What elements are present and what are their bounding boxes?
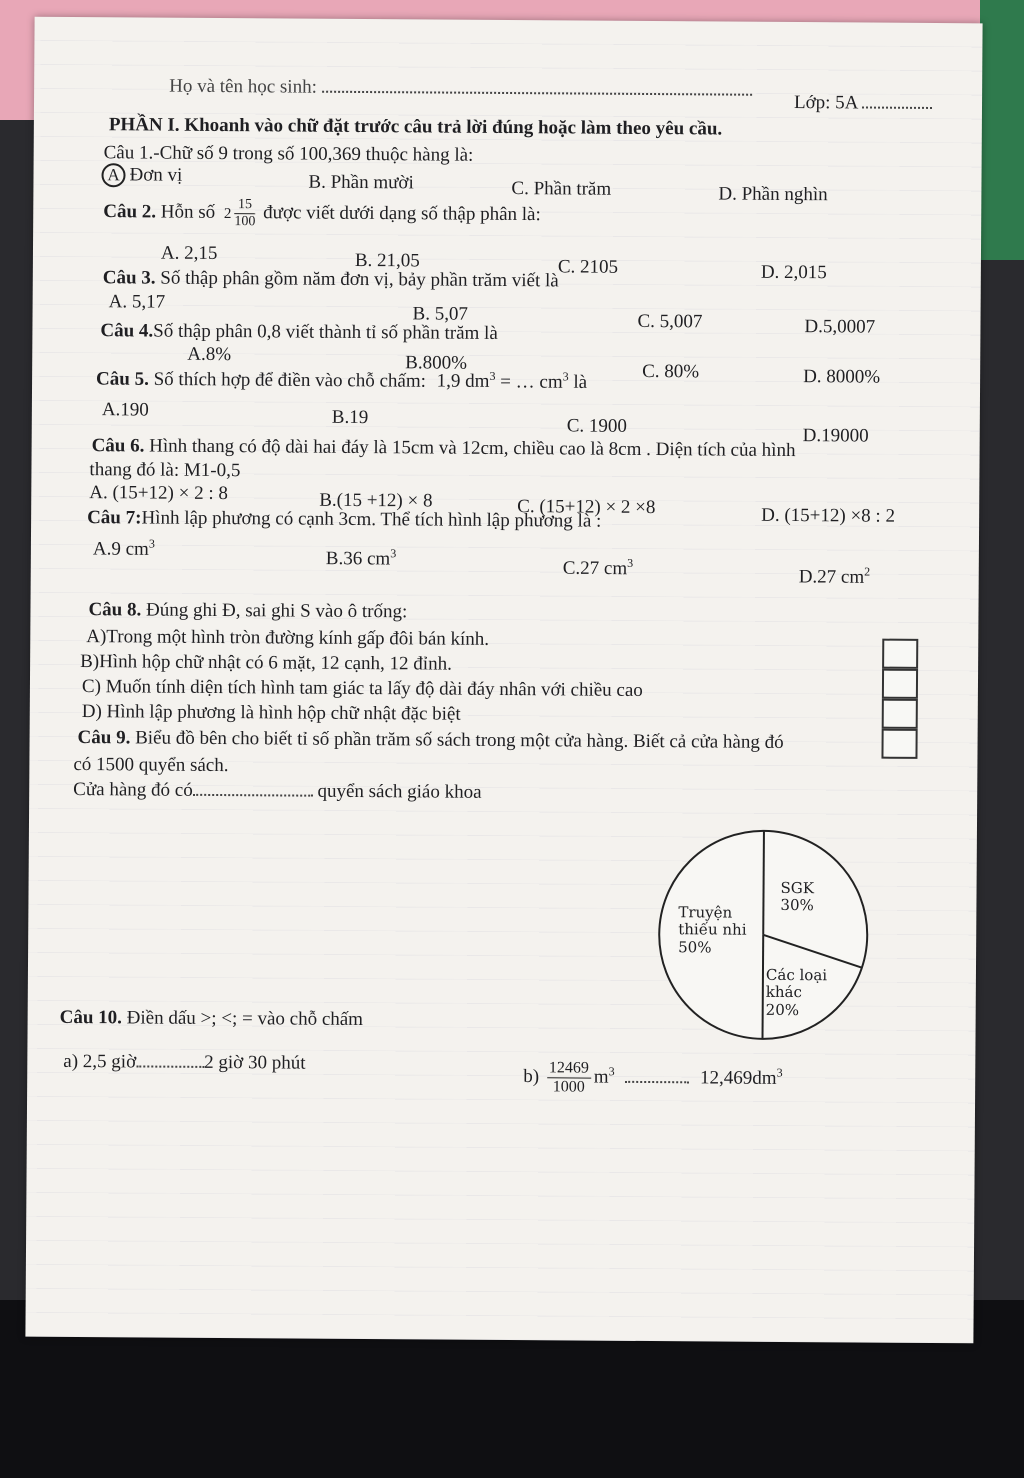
q9-text3b: quyển sách giáo khoa <box>317 780 482 803</box>
q3-option-a[interactable]: A. 5,17 <box>108 291 166 313</box>
q7-label: Câu 7: <box>87 507 142 529</box>
q7-option-c-text: C.27 cm <box>562 557 628 580</box>
q5-stem <box>96 367 587 394</box>
q7-option-d-exp: 2 <box>864 564 871 579</box>
q3-option-d[interactable]: D.5,0007 <box>804 316 876 338</box>
q10-a-right: 2 giờ 30 phút <box>204 1051 306 1074</box>
q5-text: Số thích hợp để điền vào chỗ chấm: <box>153 368 427 392</box>
q8-item-a: A)Trong một hình tròn đường kính gấp đôi bán kính. <box>86 626 490 650</box>
q8-stem <box>88 599 407 623</box>
q6-stem-line1 <box>92 435 796 462</box>
q10-b-unit: m <box>593 1066 609 1088</box>
pie-value-sgk: 30% <box>780 896 814 915</box>
q7-option-d-text: D.27 cm <box>798 566 865 588</box>
q10-text: Điền dấu >; <; = vào chỗ chấm <box>126 1007 364 1031</box>
q10-b-right: 12,469dm <box>700 1067 777 1089</box>
q9-text1: Biểu đồ bên cho biết tỉ số phần trăm số sách trong một cửa hàng. Biết cả cửa hàng đó <box>135 727 784 753</box>
q10-b-exp: 3 <box>608 1064 615 1079</box>
q3-option-c[interactable]: C. 5,007 <box>637 310 703 333</box>
q7-option-a-text: A.9 cm <box>92 538 149 560</box>
q1-stem: Câu 1.-Chữ số 9 trong số 100,369 thuộc hàng là: <box>103 142 474 166</box>
q2-fraction <box>234 198 255 229</box>
q9-label: Câu 9. <box>77 727 131 749</box>
q10-a-left: a) 2,5 giờ <box>63 1050 137 1073</box>
q2-option-d[interactable]: D. 2,015 <box>760 261 827 284</box>
pie-label-truyen-line2: thiếu nhi <box>678 920 747 939</box>
pie-label-sgk-line1: SGK <box>780 878 815 898</box>
q10-part-b <box>523 1060 783 1097</box>
q7-option-c-exp: 3 <box>627 555 634 570</box>
q8-answer-box-b[interactable] <box>882 669 918 699</box>
q6-option-d[interactable]: D. (15+12) ×8 : 2 <box>761 504 896 527</box>
q1-option-a-text: Đơn vị <box>129 164 183 186</box>
q5-mid: = … cm <box>495 371 563 393</box>
q8-item-d: D) Hình lập phương là hình hộp chữ nhật đặc biệt <box>81 701 461 725</box>
pie-boundary-bottom <box>763 935 764 1039</box>
q2-numerator: 15 <box>234 198 255 214</box>
q3-label: Câu 3. <box>102 267 156 289</box>
q1-option-a[interactable] <box>101 163 182 188</box>
q2-stem <box>103 197 541 231</box>
q4-text: Số thập phân 0,8 viết thành tỉ số phần trăm là <box>153 320 498 344</box>
class-blank <box>862 106 932 108</box>
q4-option-a[interactable]: A.8% <box>187 343 232 366</box>
q5-option-a[interactable]: A.190 <box>101 399 149 421</box>
q6-label: Câu 6. <box>91 435 145 457</box>
pie-boundary-top <box>763 831 764 935</box>
q4-stem <box>100 320 498 345</box>
q7-stem <box>87 507 601 532</box>
q1-option-c[interactable]: C. Phần trăm <box>511 178 612 200</box>
q6-option-a[interactable]: A. (15+12) × 2 : 8 <box>89 482 228 505</box>
q7-option-b-text: B.36 cm <box>325 548 391 570</box>
q9-text3a: Cửa hàng đó có <box>73 778 193 801</box>
class-row <box>794 92 932 115</box>
q7-option-d[interactable] <box>799 565 871 589</box>
q4-label: Câu 4. <box>100 320 154 342</box>
q9-answer-blank[interactable] <box>193 794 313 797</box>
q7-option-a[interactable] <box>93 537 155 561</box>
q10-b-blank[interactable] <box>625 1081 689 1083</box>
q1-option-b[interactable]: B. Phần mười <box>308 171 414 194</box>
q10-stem <box>60 1007 364 1031</box>
q10-b-label: b) <box>523 1066 540 1088</box>
q2-label: Câu 2. <box>103 201 157 223</box>
q5-end: là <box>573 371 588 393</box>
q10-label: Câu 10. <box>59 1006 123 1029</box>
class-label: Lớp: 5A <box>793 92 858 114</box>
q5-exp2: 3 <box>562 369 569 384</box>
q10-b-right-exp: 3 <box>776 1065 783 1080</box>
q7-option-b-exp: 3 <box>390 546 397 561</box>
background-green-object <box>980 0 1024 260</box>
q5-option-b[interactable]: B.19 <box>331 406 369 429</box>
q8-text: Đúng ghi Đ, sai ghi S vào ô trống: <box>145 599 408 623</box>
q1-option-d[interactable]: D. Phần nghìn <box>718 183 828 206</box>
q8-answer-box-a[interactable] <box>882 639 918 669</box>
q10-b-fraction <box>547 1060 591 1095</box>
q5-option-d[interactable]: D.19000 <box>802 425 869 447</box>
pie-label-sgk <box>780 880 814 915</box>
q6-stem-line2: thang đó là: M1-0,5 <box>89 459 241 482</box>
q4-option-b[interactable]: B.800% <box>405 352 468 374</box>
pie-label-truyen-line1: Truyện <box>678 903 733 922</box>
q6-option-b[interactable]: B.(15 +12) × 8 <box>319 489 433 512</box>
q1-answer-circle: A <box>101 163 125 187</box>
q2-text2: được viết dưới dạng số thập phân là: <box>263 202 541 226</box>
student-name-label: Họ và tên học sinh: <box>169 75 317 98</box>
q7-option-b[interactable] <box>326 547 397 571</box>
q6-text1: Hình thang có độ dài hai đáy là 15cm và 12cm, chiều cao là 8cm . Diện tích của hình <box>149 435 796 462</box>
q5-exp1: 3 <box>489 368 496 383</box>
pie-label-truyen <box>678 904 747 956</box>
student-name-blank[interactable] <box>322 91 752 96</box>
q2-whole: 2 <box>223 205 232 222</box>
q10-part-a <box>63 1051 305 1075</box>
q9-answer-row <box>73 779 482 804</box>
q10-b-numerator: 12469 <box>547 1060 591 1078</box>
q3-option-b[interactable]: B. 5,07 <box>412 303 469 325</box>
q4-option-d[interactable]: D. 8000% <box>803 366 881 388</box>
q9-stem-line1 <box>78 727 784 754</box>
q8-item-c: C) Muốn tính diện tích hình tam giác ta lấy độ dài đáy nhân với chiều cao <box>81 676 643 701</box>
pie-value-khac: 20% <box>765 1000 800 1019</box>
pie-label-khac-line1: Các loại <box>765 965 828 985</box>
q5-expr: 1,9 dm <box>436 370 490 393</box>
pie-label-khac-line2: khác <box>765 983 802 1002</box>
q7-text: Hình lập phương có cạnh 3cm. Thể tích hình lập phương là : <box>141 507 602 532</box>
q8-answer-box-d[interactable] <box>881 729 917 759</box>
exam-paper <box>25 17 982 1344</box>
pie-label-khac <box>766 967 828 1019</box>
q5-option-c[interactable]: C. 1900 <box>566 415 628 437</box>
q2-text1: Hỗn số <box>160 201 216 223</box>
q3-text: Số thập phân gồm năm đơn vị, bảy phần trăm viết là <box>160 267 559 292</box>
q10-a-blank[interactable] <box>136 1065 204 1067</box>
q9-stem-line2: có 1500 quyển sách. <box>73 753 229 777</box>
q2-denominator: 100 <box>234 214 256 230</box>
q8-item-b: B)Hình hộp chữ nhật có 6 mặt, 12 cạnh, 12 đỉnh. <box>80 651 452 675</box>
q3-stem <box>103 267 559 292</box>
student-name-row <box>169 76 752 102</box>
q5-label: Câu 5. <box>96 368 149 390</box>
q10-b-denominator: 1000 <box>552 1078 585 1096</box>
q2-option-a[interactable]: A. 2,15 <box>160 242 218 264</box>
q2-option-c[interactable]: C. 2105 <box>557 256 619 278</box>
q4-option-c[interactable]: C. 80% <box>642 360 700 383</box>
q2-option-b[interactable]: B. 21,05 <box>354 249 420 272</box>
q8-label: Câu 8. <box>88 599 142 621</box>
part1-title: PHẦN I. Khoanh vào chữ đặt trước câu trả lời đúng hoặc làm theo yêu cầu. <box>108 114 723 140</box>
q7-option-a-exp: 3 <box>148 536 155 551</box>
q7-option-c[interactable] <box>563 556 634 580</box>
pie-value-truyen: 50% <box>678 937 712 956</box>
q6-option-c[interactable]: C. (15+12) × 2 ×8 <box>517 496 656 519</box>
q8-answer-box-c[interactable] <box>882 699 918 729</box>
